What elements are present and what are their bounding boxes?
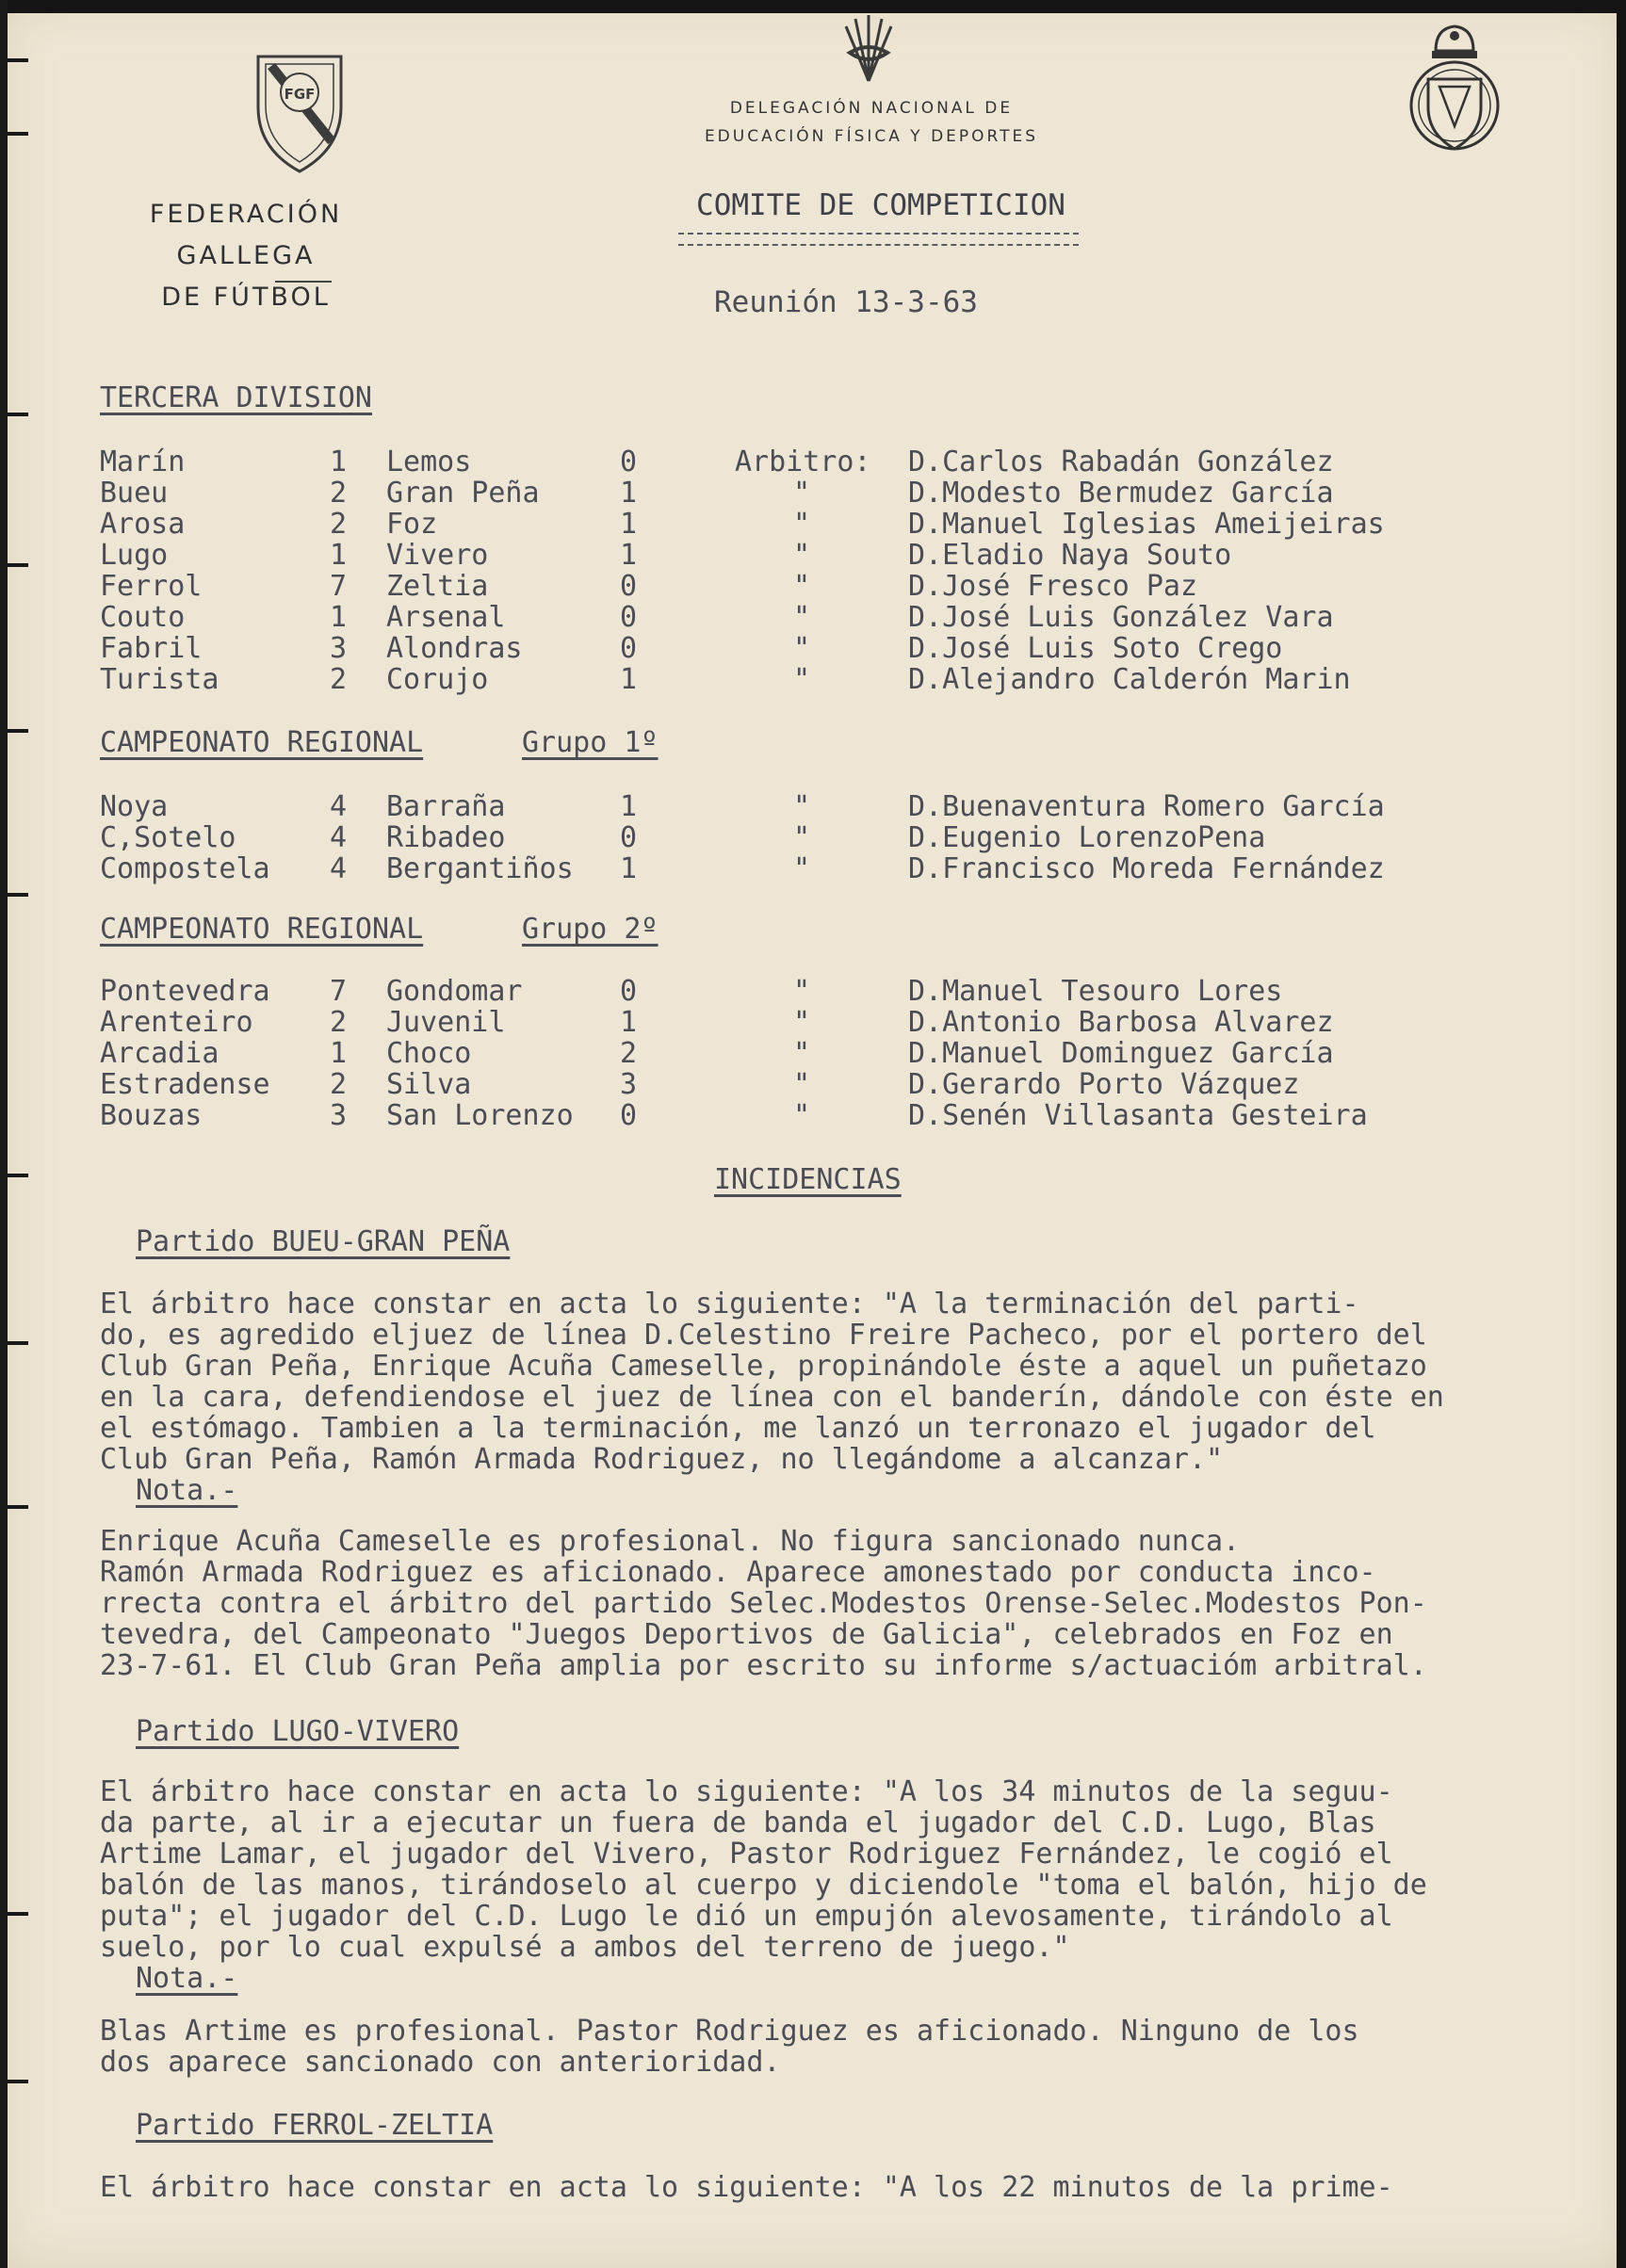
match-ref-mark: "	[793, 539, 811, 572]
match-as: 0	[620, 446, 638, 478]
match-away: Gran Peña	[386, 477, 540, 510]
text-line: Enrique Acuña Cameselle es profesional. No figura sancionado nunca.	[100, 1525, 1241, 1558]
lugo-match-heading: Partido LUGO-VIVERO	[136, 1715, 460, 1748]
match-ref-mark: "	[793, 975, 811, 1008]
text-line: balón de las manos, tirándoselo al cuerpo y diciendole "toma el balón, hijo de	[100, 1869, 1427, 1902]
match-home: Couto	[100, 601, 186, 634]
text-line: el estómago. Tambien a la terminación, me lanzó un terronazo el jugador del	[100, 1412, 1376, 1445]
federation-name	[119, 194, 373, 318]
federation-rule	[275, 281, 332, 283]
match-ref-mark: "	[793, 632, 811, 665]
match-away: Bergantiños	[386, 852, 574, 885]
match-as: 1	[620, 477, 638, 510]
match-home: Bouzas	[100, 1099, 203, 1132]
meeting-date: Reunión 13-3-63	[714, 285, 978, 319]
match-away: Vivero	[386, 539, 489, 572]
match-referee: D.Manuel Tesouro Lores	[908, 975, 1283, 1008]
match-as: 1	[620, 852, 638, 885]
grupo1-label: Grupo 1º	[522, 726, 659, 759]
national-federation-crest-logo	[1407, 21, 1502, 158]
match-ref-mark: "	[793, 790, 811, 823]
match-referee: D.Eugenio LorenzoPena	[908, 821, 1266, 854]
text-line: El árbitro hace constar en acta lo siguiente: "A los 34 minutos de la seguu-	[100, 1775, 1393, 1808]
match-away: Corujo	[386, 663, 489, 696]
binding-tick	[0, 1912, 28, 1916]
match-as: 1	[620, 539, 638, 572]
match-hs: 4	[330, 852, 348, 885]
bueu-match-heading: Partido BUEU-GRAN PEÑA	[136, 1225, 511, 1258]
match-as: 1	[620, 1006, 638, 1039]
match-home: Bueu	[100, 477, 169, 510]
match-ref-mark: "	[793, 601, 811, 634]
text-line: do, es agredido eljuez de línea D.Celestino Freire Pacheco, por el portero del	[100, 1319, 1427, 1352]
text-line: El árbitro hace constar en acta lo siguiente: "A los 22 minutos de la prime-	[100, 2171, 1393, 2204]
scan-border-left	[0, 0, 8, 2268]
match-away: Arsenal	[386, 601, 506, 634]
text-line: 23-7-61. El Club Gran Peña amplia por escrito su informe s/actuacióm arbitral.	[100, 1649, 1427, 1682]
grupo2-heading: CAMPEONATO REGIONAL	[100, 913, 424, 946]
match-away: Zeltia	[386, 570, 489, 603]
match-referee: D.Antonio Barbosa Alvarez	[908, 1006, 1334, 1039]
match-as: 0	[620, 601, 638, 634]
match-home: Marín	[100, 446, 186, 478]
binding-tick	[0, 1505, 28, 1509]
lugo-nota-label: Nota.-	[136, 1962, 238, 1995]
match-hs: 4	[330, 790, 348, 823]
match-hs: 7	[330, 975, 348, 1008]
match-ref-mark: "	[793, 1006, 811, 1039]
match-away: Foz	[386, 508, 438, 541]
match-referee: D.José Luis González Vara	[908, 601, 1334, 634]
match-home: C,Sotelo	[100, 821, 236, 854]
match-as: 0	[620, 1099, 638, 1132]
match-away: San Lorenzo	[386, 1099, 574, 1132]
text-line: rrecta contra el árbitro del partido Selec.Modestos Orense-Selec.Modestos Pon-	[100, 1587, 1427, 1620]
match-home: Estradense	[100, 1068, 270, 1101]
text-line: Ramón Armada Rodriguez es aficionado. Aparece amonestado por conducta inco-	[100, 1556, 1376, 1589]
match-as: 1	[620, 790, 638, 823]
match-ref-mark: "	[793, 1037, 811, 1070]
binding-tick	[0, 729, 28, 733]
match-hs: 2	[330, 477, 348, 510]
match-home: Arcadia	[100, 1037, 220, 1070]
match-ref-mark: "	[793, 852, 811, 885]
binding-tick	[0, 2080, 28, 2083]
match-referee: D.Manuel Dominguez García	[908, 1037, 1334, 1070]
match-referee: D.José Fresco Paz	[908, 570, 1198, 603]
match-home: Fabril	[100, 632, 203, 665]
match-home: Turista	[100, 663, 220, 696]
match-hs: 1	[330, 601, 348, 634]
match-hs: 4	[330, 821, 348, 854]
match-as: 0	[620, 570, 638, 603]
match-referee: D.Buenaventura Romero García	[908, 790, 1385, 823]
match-ref-mark: "	[793, 1099, 811, 1132]
bueu-nota	[100, 1526, 1617, 1681]
match-ref-mark: "	[793, 570, 811, 603]
delegation-name	[659, 94, 1083, 151]
match-away: Gondomar	[386, 975, 523, 1008]
arbitro-label: Arbitro:	[735, 446, 871, 478]
match-referee: D.Eladio Naya Souto	[908, 539, 1232, 572]
match-hs: 2	[330, 663, 348, 696]
ferrol-report	[100, 2172, 1617, 2203]
match-away: Silva	[386, 1068, 472, 1101]
bueu-nota-label: Nota.-	[136, 1474, 238, 1507]
match-referee: D.Carlos Rabadán González	[908, 446, 1334, 478]
match-as: 2	[620, 1037, 638, 1070]
match-away: Juvenil	[386, 1006, 506, 1039]
match-home: Arenteiro	[100, 1006, 253, 1039]
text-line: Blas Artime es profesional. Pastor Rodriguez es aficionado. Ninguno de los	[100, 2015, 1359, 2048]
text-line: en la cara, defendiendose el juez de línea con el banderín, dándole con éste en	[100, 1381, 1444, 1414]
match-ref-mark: "	[793, 821, 811, 854]
binding-tick	[0, 563, 28, 567]
match-home: Compostela	[100, 852, 270, 885]
text-line: da parte, al ir a ejecutar un fuera de banda el jugador del C.D. Lugo, Blas	[100, 1806, 1376, 1839]
match-referee: D.Gerardo Porto Vázquez	[908, 1068, 1300, 1101]
text-line: suelo, por lo cual expulsé a ambos del terreno de juego."	[100, 1931, 1070, 1964]
match-ref-mark: "	[793, 508, 811, 541]
delegation-line1: DELEGACIÓN NACIONAL DE	[729, 99, 1014, 118]
tercera-division-heading: TERCERA DIVISION	[100, 381, 372, 414]
binding-tick	[0, 58, 28, 62]
federation-name-line1: FEDERACIÓN GALLEGA	[149, 200, 343, 270]
match-home: Noya	[100, 790, 169, 823]
match-referee: D.José Luis Soto Crego	[908, 632, 1283, 665]
match-away: Ribadeo	[386, 821, 506, 854]
lugo-report	[100, 1776, 1617, 1963]
text-line: Artime Lamar, el jugador del Vivero, Pastor Rodriguez Fernández, le cogió el	[100, 1838, 1393, 1871]
match-away: Barraña	[386, 790, 506, 823]
match-home: Lugo	[100, 539, 169, 572]
lugo-nota	[100, 2016, 1617, 2078]
match-as: 0	[620, 975, 638, 1008]
match-hs: 1	[330, 539, 348, 572]
match-hs: 2	[330, 1068, 348, 1101]
match-referee: D.Alejandro Calderón Marin	[908, 663, 1351, 696]
text-line: El árbitro hace constar en acta lo siguiente: "A la terminación del parti-	[100, 1288, 1359, 1320]
match-home: Arosa	[100, 508, 186, 541]
match-hs: 3	[330, 632, 348, 665]
match-referee: D.Senén Villasanta Gesteira	[908, 1099, 1368, 1132]
binding-tick	[0, 413, 28, 416]
match-home: Ferrol	[100, 570, 203, 603]
match-hs: 2	[330, 508, 348, 541]
match-as: 0	[620, 821, 638, 854]
match-hs: 1	[330, 446, 348, 478]
binding-tick	[0, 132, 28, 136]
match-as: 1	[620, 508, 638, 541]
delegation-line2: EDUCACIÓN FÍSICA Y DEPORTES	[704, 127, 1039, 146]
match-as: 1	[620, 663, 638, 696]
grupo1-heading: CAMPEONATO REGIONAL	[100, 726, 424, 759]
match-referee: D.Manuel Iglesias Ameijeiras	[908, 508, 1385, 541]
text-line: dos aparece sancionado con anterioridad.	[100, 2046, 781, 2079]
scan-border-right	[1617, 0, 1626, 2268]
text-line: tevedra, del Campeonato "Juegos Deportivos de Galicia", celebrados en Foz en	[100, 1618, 1393, 1651]
federation-name-line2: DE FÚTBOL	[161, 283, 331, 312]
binding-tick	[0, 1341, 28, 1345]
federation-shield-logo	[252, 51, 347, 175]
match-home: Pontevedra	[100, 975, 270, 1008]
match-ref-mark: "	[793, 477, 811, 510]
match-hs: 1	[330, 1037, 348, 1070]
match-hs: 3	[330, 1099, 348, 1132]
match-referee: D.Francisco Moreda Fernández	[908, 852, 1385, 885]
match-as: 3	[620, 1068, 638, 1101]
incidencias-heading: INCIDENCIAS	[714, 1163, 902, 1196]
match-away: Choco	[386, 1037, 472, 1070]
text-line: Club Gran Peña, Enrique Acuña Cameselle, propinándole éste a aquel un puñetazo	[100, 1350, 1427, 1383]
match-as: 0	[620, 632, 638, 665]
match-hs: 2	[330, 1006, 348, 1039]
match-ref-mark: "	[793, 1068, 811, 1101]
text-line: puta"; el jugador del C.D. Lugo le dió un empujón alevosamente, tirándolo al	[100, 1900, 1393, 1933]
grupo2-label: Grupo 2º	[522, 913, 659, 946]
yoke-arrows-emblem	[840, 11, 897, 85]
binding-tick	[0, 1174, 28, 1177]
match-away: Alondras	[386, 632, 523, 665]
binding-tick	[0, 893, 28, 897]
match-hs: 7	[330, 570, 348, 603]
match-referee: D.Modesto Bermudez García	[908, 477, 1334, 510]
committee-title: COMITE DE COMPETICION	[696, 188, 1065, 222]
match-ref-mark: "	[793, 663, 811, 696]
ferrol-match-heading: Partido FERROL-ZELTIA	[136, 2109, 494, 2142]
text-line: Club Gran Peña, Ramón Armada Rodriguez, no llegándome a alcanzar."	[100, 1443, 1224, 1476]
bueu-report	[100, 1288, 1617, 1475]
scan-border-top	[0, 0, 1626, 13]
federation-logo-text: FGF	[284, 86, 316, 103]
committee-double-rule	[678, 233, 1079, 246]
match-away: Lemos	[386, 446, 472, 478]
